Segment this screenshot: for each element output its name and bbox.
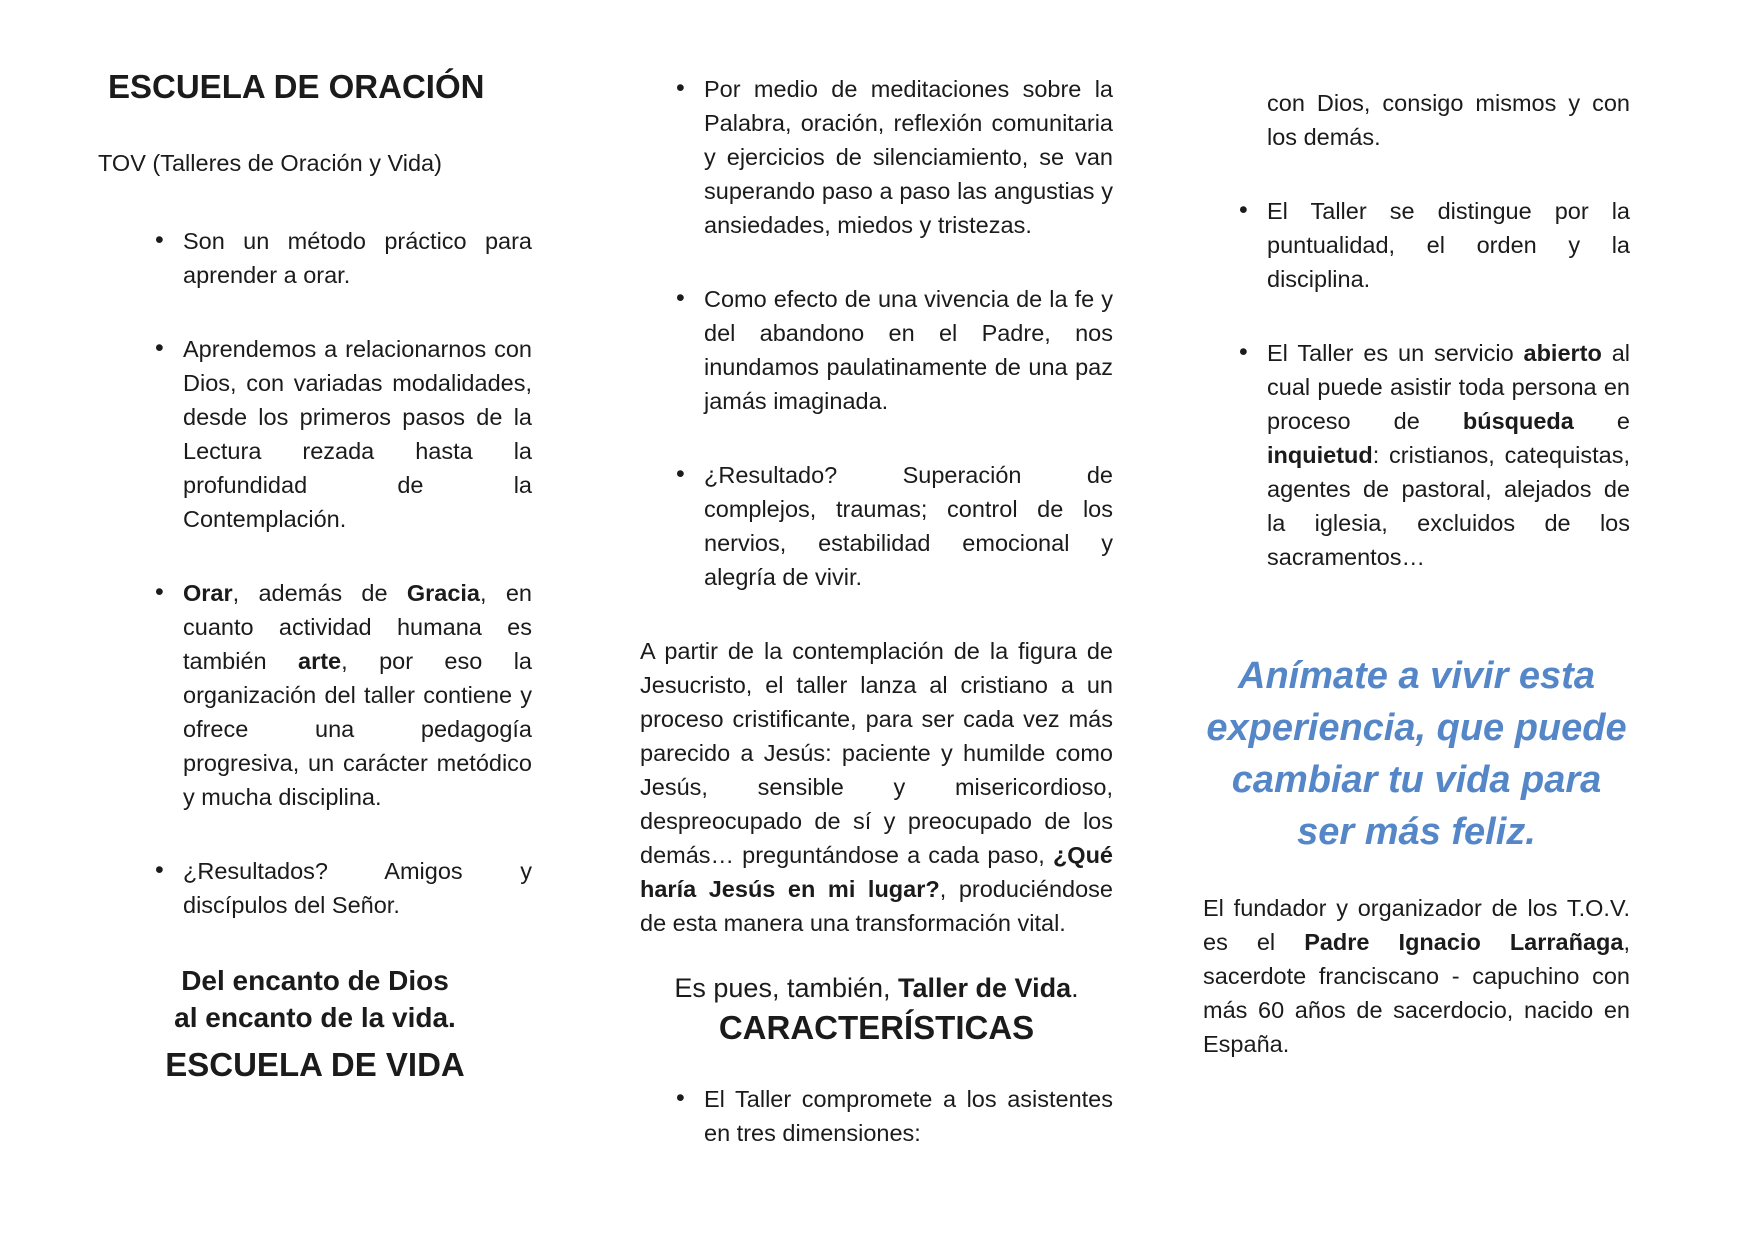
- list-item: • Orar, además de Gracia, en cuanto actividad humana es también arte, por eso la organización del taller contiene y ofrece una pedagogía progresiva, un carácter metódico y mucha disciplina.: [183, 576, 532, 814]
- motto: [98, 962, 532, 1036]
- list-item: • Aprendemos a relacionarnos con Dios, con variadas modalidades, desde los primeros pasos de la Lectura rezada hasta la profundidad de la Contemplación.: [183, 332, 532, 536]
- motto-line-2: al encanto de la vida.: [174, 1002, 456, 1033]
- title-escuela-de-vida: ESCUELA DE VIDA: [165, 1046, 465, 1083]
- continuation-text: con Dios, consigo mismos y con los demás.: [1267, 90, 1630, 150]
- right-bullet-list: [1203, 194, 1630, 574]
- middle-bullet-list-2: [640, 1082, 1113, 1150]
- list-item: • El Taller es un servicio abierto al cual puede asistir toda persona en proceso de búsqueda e inquietud: cristianos, catequistas, agentes de pastoral, alejados de la iglesia, excluidos de los sacramentos…: [1267, 336, 1630, 574]
- subtitle-tov: TOV (Talleres de Oración y Vida): [98, 150, 442, 176]
- invitation-callout: Anímate a vivir esta experiencia, que puede cambiar tu vida para ser más feliz.: [1206, 655, 1627, 853]
- list-item: • ¿Resultados? Amigos y discípulos del Señor.: [183, 854, 532, 922]
- list-item: • Por medio de meditaciones sobre la Palabra, oración, reflexión comunitaria y ejercicios de silenciamiento, se van superando paso a paso las angustias y ansiedades, miedos y tristezas.: [704, 72, 1113, 242]
- page-title: ESCUELA DE ORACIÓN: [108, 68, 485, 105]
- section-heading-caracteristicas: CARACTERÍSTICAS: [718, 1009, 1035, 1046]
- middle-bullet-list: [640, 72, 1113, 594]
- left-bullet-list: [98, 224, 532, 922]
- taller-de-vida-line: Es pues, también, Taller de Vida.: [674, 973, 1079, 1003]
- panel-right: [1203, 62, 1630, 1061]
- list-item: • El Taller se distingue por la puntualidad, el orden y la disciplina.: [1267, 194, 1630, 296]
- founder-paragraph: El fundador y organizador de los T.O.V. es el Padre Ignacio Larrañaga, sacerdote franciscano - capuchino con más 60 años de sacerdocio, nacido en España.: [1203, 895, 1630, 1057]
- list-item: • El Taller compromete a los asistentes en tres dimensiones:: [704, 1082, 1113, 1150]
- motto-line-1: Del encanto de Dios: [181, 965, 449, 996]
- panel-left: [98, 62, 532, 1086]
- contemplation-paragraph: A partir de la contemplación de la figura de Jesucristo, el taller lanza al cristiano a un proceso cristificante, para ser cada vez más parecido a Jesús: paciente y humilde como Jesús, sensible y misericordioso, despreocupado de sí y preocupado de los demás… preguntándose a cada paso, ¿Qué haría Jesús en mi lugar?, produciéndose de esta manera una transformación vital.: [640, 638, 1114, 936]
- list-item: • Como efecto de una vivencia de la fe y del abandono en el Padre, nos inundamos paulatinamente de una paz jamás imaginada.: [704, 282, 1113, 418]
- list-item: • Son un método práctico para aprender a orar.: [183, 224, 532, 292]
- list-item: • ¿Resultado? Superación de complejos, traumas; control de los nervios, estabilidad emocional y alegría de vivir.: [704, 458, 1113, 594]
- panel-middle: [640, 72, 1113, 1190]
